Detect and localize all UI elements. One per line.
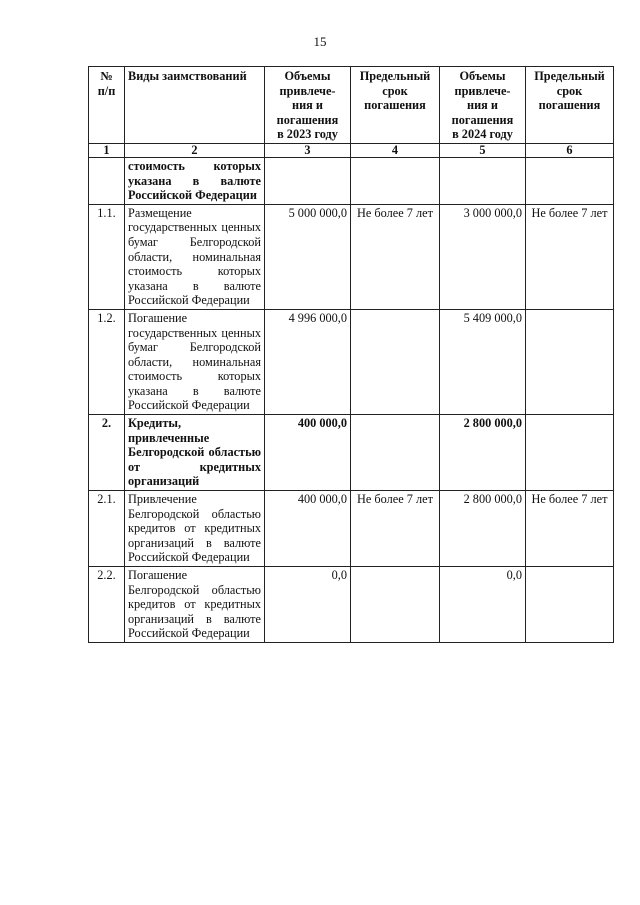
row-number: 2.1.: [89, 491, 125, 567]
column-index: 4: [351, 143, 440, 157]
term-2024: [526, 415, 614, 491]
term-2023: [351, 415, 440, 491]
table-row: [89, 491, 614, 567]
borrowing-type: стоимость которых указана в валюте Российской Федерации: [125, 157, 265, 204]
volume-2023: [265, 157, 351, 204]
column-index: 6: [526, 143, 614, 157]
row-number: 2.: [89, 415, 125, 491]
volume-2024: [440, 157, 526, 204]
volume-2024: 3 000 000,0: [440, 204, 526, 309]
volume-2023: 400 000,0: [265, 415, 351, 491]
table-row: [89, 415, 614, 491]
volume-2023: 0,0: [265, 567, 351, 643]
table-row: [89, 567, 614, 643]
table-row: [89, 157, 614, 204]
row-number: 1.2.: [89, 309, 125, 414]
column-index: 1: [89, 143, 125, 157]
volume-2023: 400 000,0: [265, 491, 351, 567]
page-number: 15: [313, 34, 327, 49]
table-body: [89, 157, 614, 642]
term-2023: Не более 7 лет: [351, 204, 440, 309]
borrowing-type: Погашение государственных ценных бумаг Белгородской области, номинальная стоимость которых указана в валюте Российской Федерации: [125, 309, 265, 414]
header-volume-2024: Объемы привлече- ния и погашения в 2024 году: [440, 67, 526, 144]
header-term-2023: Предельный срок погашения: [351, 67, 440, 144]
volume-2023: 5 000 000,0: [265, 204, 351, 309]
borrowing-type: Размещение государственных ценных бумаг Белгородской области, номинальная стоимость которых указана в валюте Российской Федерации: [125, 204, 265, 309]
header-term-2024: Предельный срок погашения: [526, 67, 614, 144]
term-2024: Не более 7 лет: [526, 204, 614, 309]
term-2024: [526, 567, 614, 643]
volume-2023: 4 996 000,0: [265, 309, 351, 414]
row-number: [89, 157, 125, 204]
table-row: [89, 204, 614, 309]
volume-2024: 2 800 000,0: [440, 491, 526, 567]
borrowing-type: Кредиты, привлеченные Белгородской областью от кредитных организаций: [125, 415, 265, 491]
borrowing-type: Привлечение Белгородской областью кредитов от кредитных организаций в валюте Российской Федерации: [125, 491, 265, 567]
column-index-row: [89, 143, 614, 157]
table-row: [89, 309, 614, 414]
term-2024: [526, 309, 614, 414]
term-2024: Не более 7 лет: [526, 491, 614, 567]
borrowings-table: [88, 66, 614, 643]
term-2023: [351, 567, 440, 643]
column-index: 5: [440, 143, 526, 157]
borrowing-type: Погашение Белгородской областью кредитов от кредитных организаций в валюте Российской Федерации: [125, 567, 265, 643]
header-borrowing-type: Виды заимствований: [125, 67, 265, 144]
header-volume-2023: Объемы привлече- ния и погашения в 2023 году: [265, 67, 351, 144]
volume-2024: 2 800 000,0: [440, 415, 526, 491]
term-2023: [351, 157, 440, 204]
term-2023: Не более 7 лет: [351, 491, 440, 567]
row-number: 1.1.: [89, 204, 125, 309]
column-index: 3: [265, 143, 351, 157]
term-2023: [351, 309, 440, 414]
volume-2024: 0,0: [440, 567, 526, 643]
header-number: № п/п: [89, 67, 125, 144]
column-index: 2: [125, 143, 265, 157]
header-row: [89, 67, 614, 144]
term-2024: [526, 157, 614, 204]
row-number: 2.2.: [89, 567, 125, 643]
volume-2024: 5 409 000,0: [440, 309, 526, 414]
